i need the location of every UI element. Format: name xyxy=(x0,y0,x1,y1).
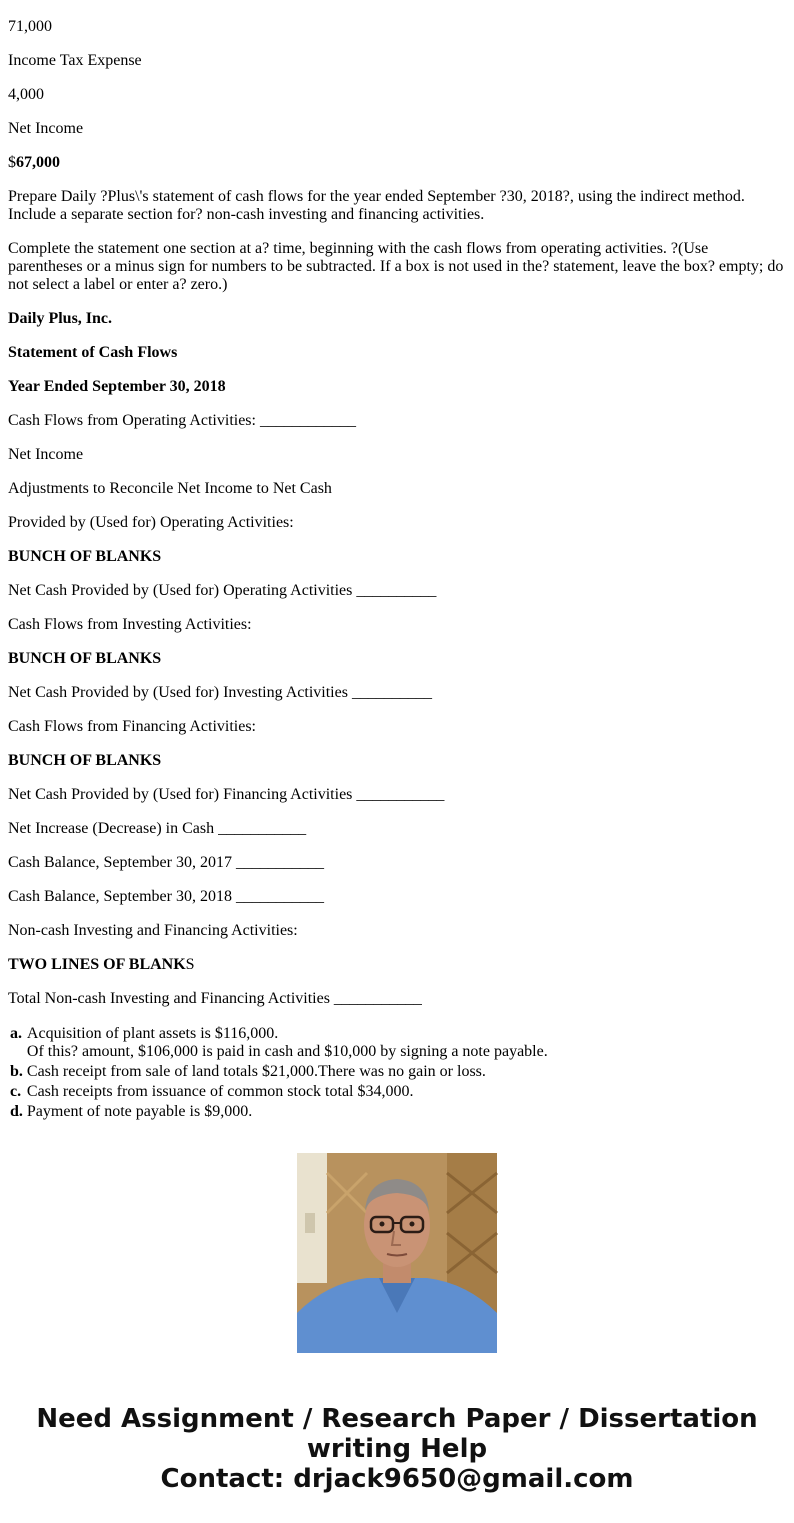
transaction-a xyxy=(8,1024,550,1062)
cff-header: Cash Flows from Financing Activities: xyxy=(8,718,256,735)
net-income-label: Net Income xyxy=(8,120,84,137)
transaction-label: a. xyxy=(10,1025,22,1042)
net-income-value-row xyxy=(8,154,786,172)
company-name: Daily Plus, Inc. xyxy=(8,310,113,327)
transaction-d xyxy=(8,1102,550,1122)
cfo-net-income: Net Income xyxy=(8,446,84,463)
transaction-label: d. xyxy=(10,1103,23,1120)
blanks-operating: BUNCH OF BLANKS xyxy=(8,548,162,565)
net-cfi: Net Cash Provided by (Used for) Investing Activities __________ xyxy=(8,684,432,701)
transaction-line: Acquisition of plant assets is $116,000. xyxy=(26,1025,279,1042)
transaction-c xyxy=(8,1082,550,1102)
adjustments-line-1: Adjustments to Reconcile Net Income to Net Cash xyxy=(8,480,332,497)
tax-label: Income Tax Expense xyxy=(8,52,142,69)
cfo-header: Cash Flows from Operating Activities: ____________ xyxy=(8,412,356,429)
cash-balance-2018: Cash Balance, September 30, 2018 ___________ xyxy=(8,888,324,905)
total-noncash: Total Non-cash Investing and Financing Activities ___________ xyxy=(8,990,422,1007)
transaction-line: Of this? amount, $106,000 is paid in cash and $10,000 by signing a note payable. xyxy=(26,1043,548,1060)
tax-value: 4,000 xyxy=(8,86,44,103)
document-content xyxy=(8,0,786,1122)
net-income-currency: $ xyxy=(8,154,16,171)
two-lines-bold: TWO LINES OF BLANK xyxy=(8,956,186,973)
instructions-paragraph-1: Prepare Daily ?Plus\'s statement of cash flows for the year ended September ?30, 2018?, using the indirect method. Include a separate section for? non-cash investing and financing activities. xyxy=(8,188,745,223)
blanks-financing: BUNCH OF BLANKS xyxy=(8,752,162,769)
nibt-label xyxy=(8,0,786,2)
two-lines-of-blanks xyxy=(8,956,786,974)
two-lines-tail: S xyxy=(185,956,195,973)
promo-line-2: writing Help xyxy=(306,1434,488,1464)
transactions-list xyxy=(8,1024,550,1122)
transaction-b xyxy=(8,1062,550,1082)
net-income-value: 67,000 xyxy=(16,154,60,171)
statement-title: Statement of Cash Flows xyxy=(8,344,178,361)
net-change-in-cash: Net Increase (Decrease) in Cash ___________ xyxy=(8,820,307,837)
adjustments-line-2: Provided by (Used for) Operating Activities: xyxy=(8,514,294,531)
blanks-investing: BUNCH OF BLANKS xyxy=(8,650,162,667)
statement-period: Year Ended September 30, 2018 xyxy=(8,378,226,395)
instructions-paragraph-2: Complete the statement one section at a? time, beginning with the cash flows from operating activities. ?(Use parentheses or a minus sign for numbers to be subtracted. If a box is not used in the? statement, leave the box? empty; do not select a label or enter a? zero.) xyxy=(8,240,784,293)
transaction-label: c. xyxy=(10,1083,22,1100)
author-portrait-image xyxy=(297,1153,497,1353)
promo-line-1: Need Assignment / Research Paper / Dissertation xyxy=(36,1404,758,1434)
transaction-label: b. xyxy=(10,1063,23,1080)
promo-banner xyxy=(0,1404,794,1494)
transaction-text: Payment of note payable is $9,000. xyxy=(26,1103,253,1120)
net-cff: Net Cash Provided by (Used for) Financing Activities ___________ xyxy=(8,786,445,803)
cash-balance-2017: Cash Balance, September 30, 2017 ___________ xyxy=(8,854,324,871)
nibt-value: 71,000 xyxy=(8,18,52,35)
transaction-text: Cash receipt from sale of land totals $21,000.There was no gain or loss. xyxy=(26,1063,486,1080)
author-avatar xyxy=(297,1153,497,1353)
transaction-text: Cash receipts from issuance of common stock total $34,000. xyxy=(26,1083,414,1100)
net-cfo: Net Cash Provided by (Used for) Operating Activities __________ xyxy=(8,582,437,599)
cfi-header: Cash Flows from Investing Activities: xyxy=(8,616,252,633)
transaction-text xyxy=(25,1024,550,1062)
noncash-header: Non-cash Investing and Financing Activities: xyxy=(8,922,298,939)
promo-contact: Contact: drjack9650@gmail.com xyxy=(160,1464,634,1494)
